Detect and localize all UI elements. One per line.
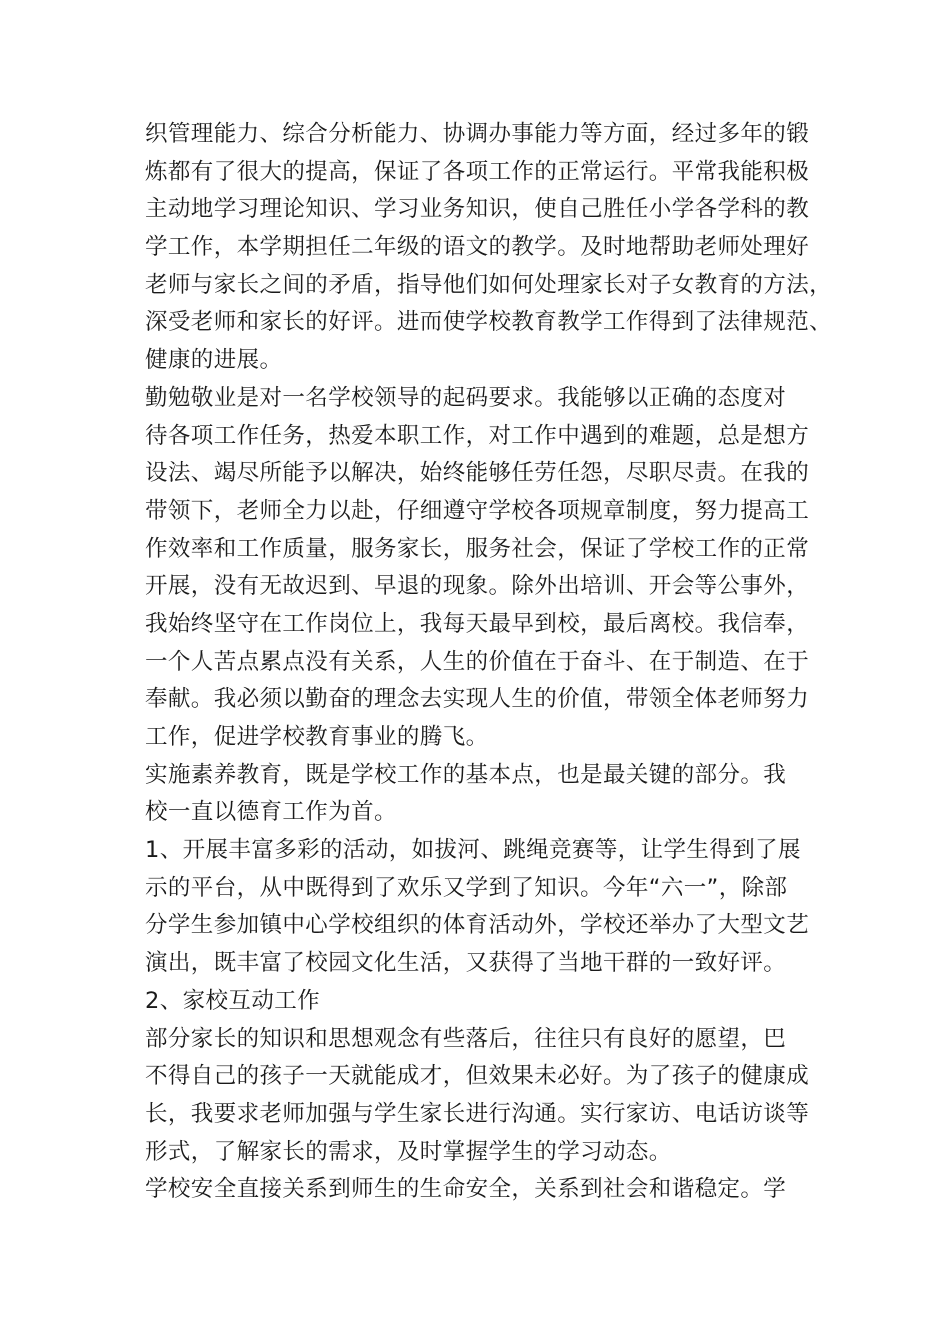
text-line: 作效率和工作质量，服务家长，服务社会，保证了学校工作的正常 — [145, 535, 810, 562]
text-line: 部分家长的知识和思想观念有些落后，往往只有良好的愿望，巴 — [145, 1025, 787, 1052]
text-line: 老师与家长之间的矛盾，指导他们如何处理家长对子女教育的方法， — [145, 271, 833, 298]
text-line: 1、开展丰富多彩的活动，如拔河、跳绳竞赛等，让学生得到了展 — [145, 837, 801, 864]
text-line: 校一直以德育工作为首。 — [145, 799, 397, 826]
text-line: 长，我要求老师加强与学生家长进行沟通。实行家访、电话访谈等 — [145, 1100, 810, 1127]
text-line: 演出，既丰富了校园文化生活，又获得了当地干群的一致好评。 — [145, 950, 787, 977]
text-line: 健康的进展。 — [145, 347, 283, 374]
text-line: 我始终坚守在工作岗位上，我每天最早到校，最后离校。我信奉， — [145, 610, 810, 637]
text-line: 开展，没有无故迟到、早退的现象。除外出培训、开会等公事外， — [145, 573, 810, 600]
text-line: 学工作，本学期担任二年级的语文的教学。及时地帮助老师处理好 — [145, 234, 810, 261]
text-line: 深受老师和家长的好评。进而使学校教育教学工作得到了法律规范、 — [145, 309, 833, 336]
text-line: 2、家校互动工作 — [145, 987, 321, 1014]
text-line: 学校安全直接关系到师生的生命安全，关系到社会和谐稳定。学 — [145, 1176, 787, 1203]
text-line: 实施素养教育，既是学校工作的基本点，也是最关键的部分。我 — [145, 761, 787, 788]
text-line: 形式，了解家长的需求，及时掌握学生的学习动态。 — [145, 1138, 672, 1165]
text-line: 勤勉敬业是对一名学校领导的起码要求。我能够以正确的态度对 — [145, 384, 787, 411]
text-line: 炼都有了很大的提高，保证了各项工作的正常运行。平常我能积极 — [145, 158, 810, 185]
text-line: 待各项工作任务，热爱本职工作，对工作中遇到的难题，总是想方 — [145, 422, 810, 449]
body-text — [145, 116, 833, 1209]
text-line: 工作，促进学校教育事业的腾飞。 — [145, 724, 489, 750]
text-line: 主动地学习理论知识、学习业务知识，使自己胜任小学各学科的教 — [145, 196, 810, 223]
text-line: 设法、竭尽所能予以解决，始终能够任劳任怨，尽职尽责。在我的 — [145, 460, 810, 487]
text-line: 分学生参加镇中心学校组织的体育活动外，学校还举办了大型文艺 — [145, 912, 810, 939]
text-line: 织管理能力、综合分析能力、协调办事能力等方面，经过多年的锻 — [145, 121, 810, 147]
text-line: 奉献。我必须以勤奋的理念去实现人生的价值，带领全体老师努力 — [145, 686, 810, 713]
text-line: 不得自己的孩子一天就能成才，但效果未必好。为了孩子的健康成 — [145, 1063, 810, 1090]
text-line: 示的平台，从中既得到了欢乐又学到了知识。今年“六一”，除部 — [145, 874, 788, 901]
text-line: 带领下，老师全力以赴，仔细遵守学校各项规章制度，努力提高工 — [145, 497, 810, 524]
text-line: 一个人苦点累点没有关系，人生的价值在于奋斗、在于制造、在于 — [145, 648, 810, 675]
